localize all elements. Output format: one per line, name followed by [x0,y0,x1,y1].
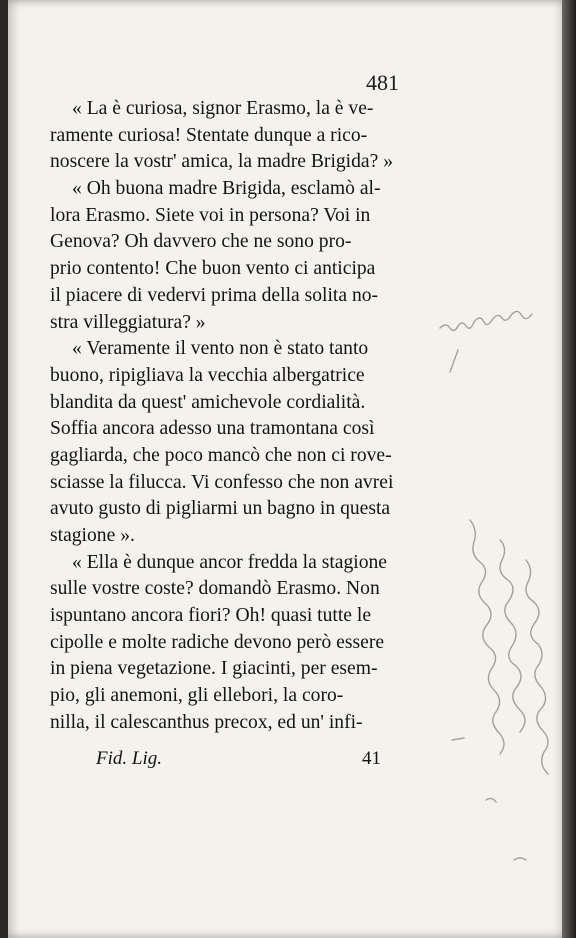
text-line: ispuntano ancora fiori? Oh! quasi tutte le [50,605,372,627]
text-line: « Oh buona madre Brigida, esclamò al- [72,178,381,200]
text-line: Genova? Oh davvero che ne sono pro- [50,231,352,253]
text-line: il piacere di vedervi prima della solita no- [50,284,379,306]
sheet-number: 41 [362,748,381,769]
page-footer [96,748,396,778]
text-line: blandita da quest' amichevole cordialità. [50,391,366,413]
text-line: nilla, il calescanthus precox, ed un' infi- [50,711,363,733]
text-line: in piena vegetazione. I giacinti, per esem- [50,658,378,680]
text-line: « Veramente il vento non è stato tanto [72,338,369,360]
text-line: pio, gli anemoni, gli ellebori, la coro- [50,685,344,707]
signature-mark: Fid. Lig. [96,748,162,769]
book-edge-shadow [562,0,576,938]
text-line: noscere la vostr' amica, la madre Brigida? » [50,151,394,173]
text-line: lora Erasmo. Siete voi in persona? Voi in [50,204,371,226]
text-line: ramente curiosa! Stentate dunque a rico- [50,124,368,146]
text-line: sciasse la filucca. Vi confesso che non avrei [50,471,394,493]
text-line: buono, ripigliava la vecchia albergatrice [50,364,365,386]
text-line: stagione ». [50,525,135,546]
text-line: stra villeggiatura? » [50,311,206,333]
text-line: sulle vostre coste? domandò Erasmo. Non [50,578,380,600]
book-page [8,0,568,938]
text-line: prio contento! Che buon vento ci anticipa [50,258,376,280]
text-line: Soffia ancora adesso una tramontana così [50,418,375,440]
text-line: gagliarda, che poco mancò che non ci rove- [50,444,392,466]
body-text [50,96,448,737]
text-line: cipolle e molte radiche devono però essere [50,631,385,653]
page-number: 481 [366,70,399,95]
text-line: avuto gusto di pigliarmi un bagno in questa [50,498,391,520]
text-line: « Ella è dunque ancor fredda la stagione [72,551,388,573]
text-line: « La è curiosa, signor Erasmo, la è ve- [72,98,374,119]
